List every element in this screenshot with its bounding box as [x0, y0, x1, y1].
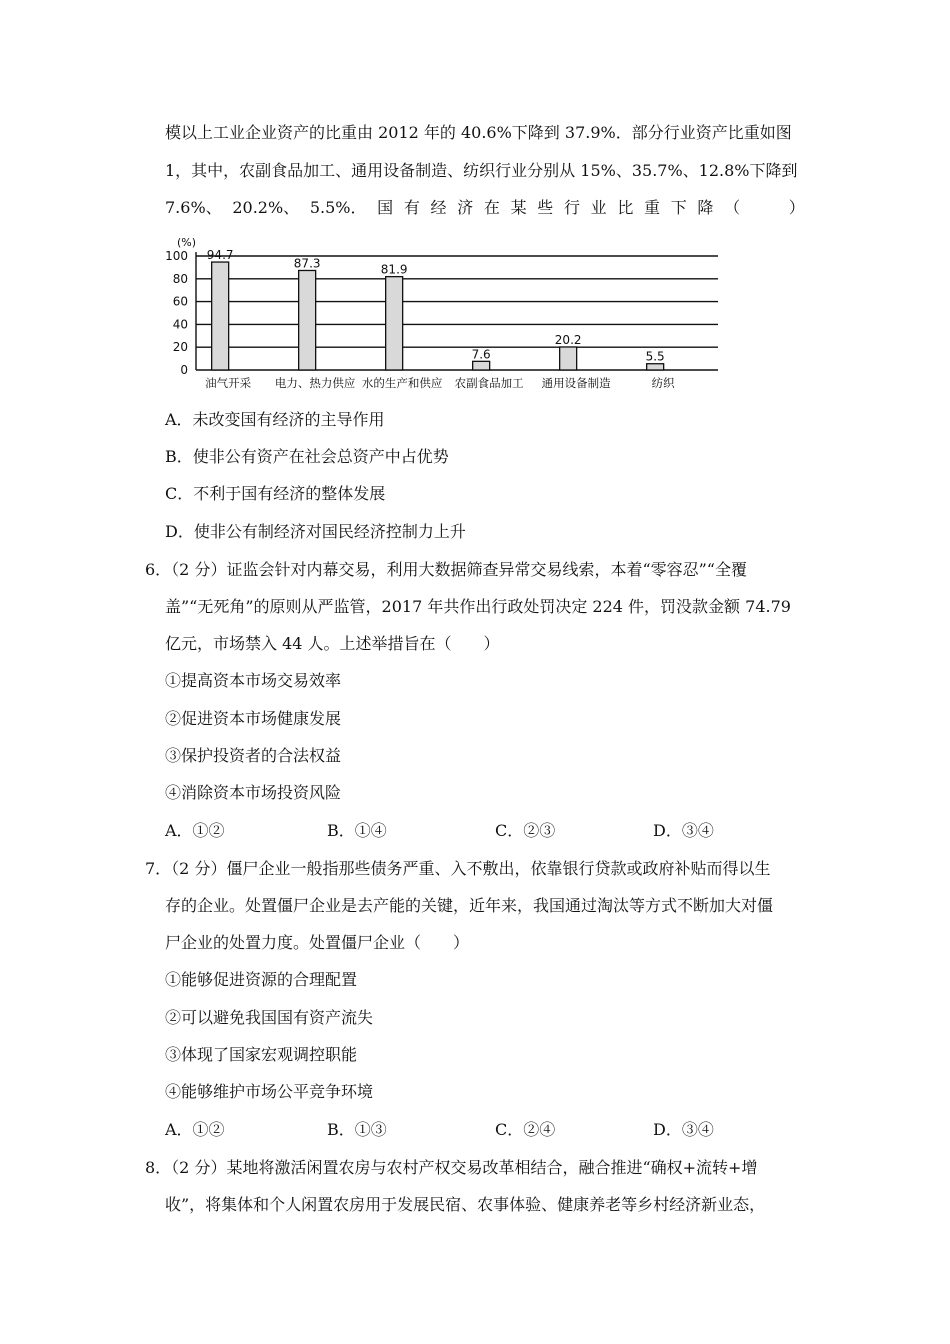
y-tick-label: 100: [165, 249, 188, 263]
q6-choice-c[interactable]: C．②③: [495, 821, 556, 840]
intro-line-1: 模以上工业企业资产的比重由 2012 年的 40.6%下降到 37.9%．部分行业资产比重如图: [165, 123, 792, 142]
intro-line-3-part: 行: [563, 198, 580, 217]
q7-choice-c[interactable]: C．②④: [495, 1120, 556, 1139]
y-tick-label: 80: [172, 271, 188, 286]
category-label: 油气开采: [205, 376, 252, 390]
q7-item-1: ①能够促进资源的合理配置: [165, 970, 358, 989]
q6-choice-b[interactable]: B．①④: [327, 821, 387, 840]
intro-line-3-part: 重: [644, 198, 661, 217]
bar: [386, 277, 403, 370]
intro-line-3-part: 5.5%．: [309, 198, 367, 217]
q5-option-b[interactable]: B．使非公有资产在社会总资产中占优势: [165, 447, 449, 466]
intro-line-3-part: （: [724, 198, 741, 217]
bar: [560, 347, 577, 370]
intro-line-3-part: 7.6%、: [165, 198, 222, 217]
q5-option-d[interactable]: D．使非公有制经济对国民经济控制力上升: [165, 522, 466, 541]
q5-option-a[interactable]: A．未改变国有经济的主导作用: [165, 410, 385, 429]
category-label: 农副食品加工: [454, 376, 524, 390]
bar: [647, 364, 664, 370]
intro-line-3-part: 国: [377, 198, 394, 217]
intro-line-3-part: 比: [617, 198, 634, 217]
y-tick-label: 60: [172, 294, 188, 309]
industry-asset-bar-chart: [160, 232, 730, 394]
bar-value-label: 7.6: [471, 347, 491, 362]
bar-value-label: 94.7: [206, 248, 234, 263]
category-label: 通用设备制造: [541, 376, 611, 390]
bar: [473, 361, 490, 370]
category-label: 电力、热力供应: [274, 376, 356, 390]
q6-item-3: ③保护投资者的合法权益: [165, 746, 342, 765]
bar-value-label: 81.9: [380, 262, 408, 277]
intro-line-3: [165, 197, 805, 219]
intro-line-3-part: ）: [788, 198, 805, 217]
q7-choice-d[interactable]: D．③④: [653, 1120, 714, 1139]
bar: [212, 262, 229, 370]
q7-stem-line-1: 7．（2 分）僵尸企业一般指那些债务严重、入不敷出，依靠银行贷款或政府补贴而得以生: [145, 859, 771, 878]
intro-line-3-part: 有: [403, 198, 420, 217]
q8-stem-line-2: 收”，将集体和个人闲置农房用于发展民宿、农事体验、健康养老等乡村经济新业态，: [165, 1195, 766, 1214]
q6-choice-a[interactable]: A．①②: [165, 821, 225, 840]
y-tick-label: 0: [180, 363, 188, 377]
y-tick-label: 20: [172, 340, 188, 355]
intro-line-3-part: 某: [510, 198, 527, 217]
intro-line-3-part: 些: [537, 198, 554, 217]
intro-line-3-part: 业: [590, 198, 607, 217]
bar-value-label: 87.3: [293, 256, 321, 271]
q6-stem-line-2: 盖”“无死角”的原则从严监管，2017 年共作出行政处罚决定 224 件，罚没款金额 74.79: [165, 597, 791, 616]
q7-item-2: ②可以避免我国国有资产流失: [165, 1008, 374, 1027]
q6-stem-line-3: 亿元，市场禁入 44 人。上述举措旨在（ ）: [165, 634, 500, 653]
q7-choice-b[interactable]: B．①③: [327, 1120, 387, 1139]
q6-stem-line-1: 6．（2 分）证监会针对内幕交易，利用大数据筛查异常交易线索，本着“零容忍”“全覆: [145, 560, 747, 579]
q5-option-c[interactable]: C．不利于国有经济的整体发展: [165, 484, 386, 503]
q8-stem-line-1: 8．（2 分）某地将激活闲置农房与农村产权交易改革相结合，融合推进“确权+流转+增: [145, 1158, 758, 1177]
intro-line-3-part: 20.2%、: [232, 198, 300, 217]
q7-stem-line-3: 尸企业的处置力度。处置僵尸企业（ ）: [165, 933, 470, 952]
intro-line-3-part: 降: [697, 198, 714, 217]
intro-line-3-part: 经: [430, 198, 447, 217]
category-label: 纺织: [651, 376, 675, 390]
y-tick-label: 40: [172, 317, 188, 332]
q7-item-4: ④能够维护市场公平竞争环境: [165, 1082, 374, 1101]
y-unit-label: (%): [177, 236, 197, 249]
category-label: 水的生产和供应: [361, 376, 443, 390]
intro-line-3-part: 在: [483, 198, 500, 217]
q6-item-4: ④消除资本市场投资风险: [165, 783, 342, 802]
q7-choice-a[interactable]: A．①②: [165, 1120, 225, 1139]
q6-choice-d[interactable]: D．③④: [653, 821, 714, 840]
intro-line-2: 1，其中，农副食品加工、通用设备制造、纺织行业分别从 15%、35.7%、12.8%下降到: [165, 161, 798, 180]
bar-value-label: 5.5: [645, 349, 665, 364]
intro-line-3-part: 济: [457, 198, 474, 217]
bar: [299, 270, 316, 370]
q6-item-2: ②促进资本市场健康发展: [165, 709, 342, 728]
q7-item-3: ③体现了国家宏观调控职能: [165, 1045, 358, 1064]
q6-item-1: ①提高资本市场交易效率: [165, 671, 342, 690]
q7-stem-line-2: 存的企业。处置僵尸企业是去产能的关键，近年来，我国通过淘汰等方式不断加大对僵: [165, 896, 774, 915]
intro-line-3-part: 下: [670, 198, 687, 217]
bar-value-label: 20.2: [554, 332, 582, 347]
